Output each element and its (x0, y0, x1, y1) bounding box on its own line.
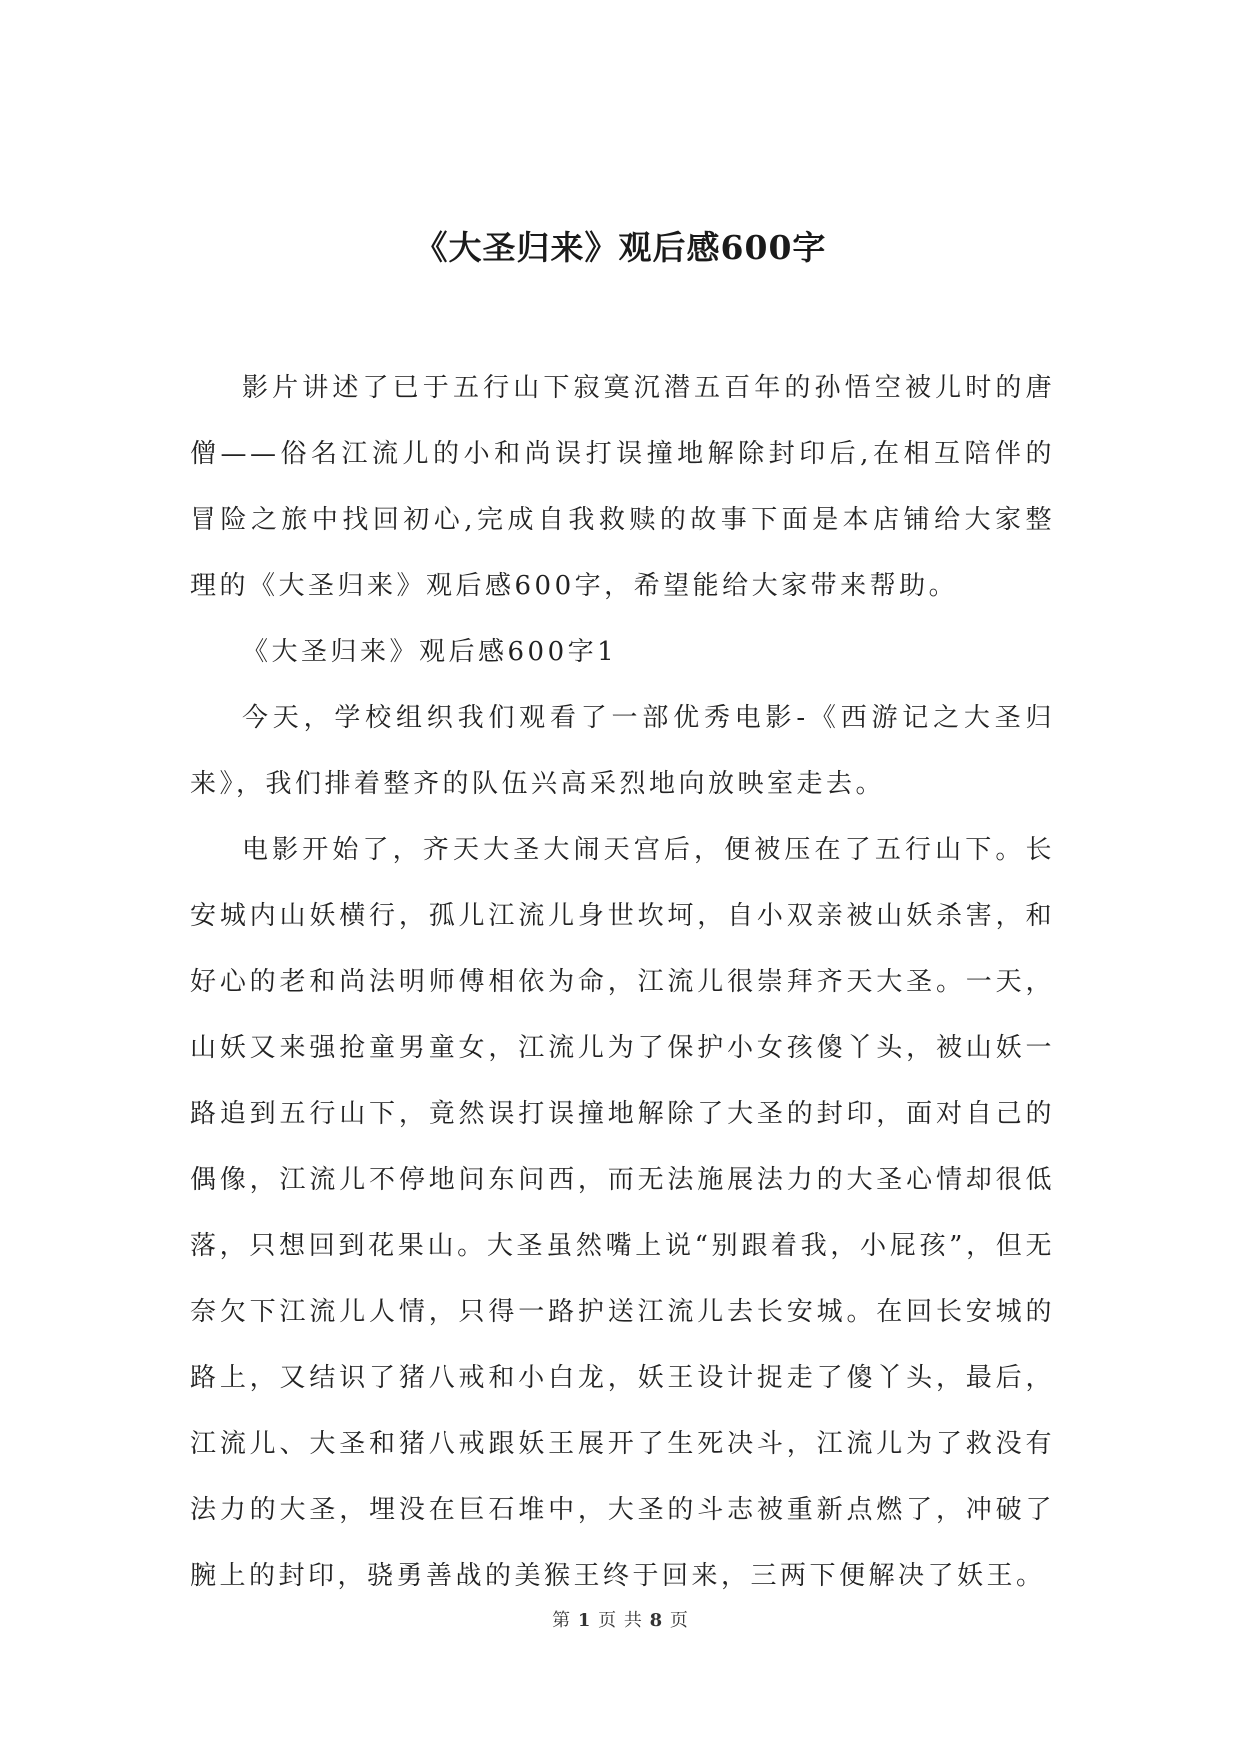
document-title: 《大圣归来》观后感600字 (414, 228, 827, 267)
footer-total-pages: 8 (649, 1610, 664, 1631)
footer-suffix: 页 (669, 1610, 689, 1631)
document-body (190, 355, 1055, 1609)
footer-page-number: 1 (577, 1610, 592, 1631)
footer-prefix: 第 (552, 1610, 572, 1631)
paragraph-intro: 影片讲述了已于五行山下寂寞沉潜五百年的孙悟空被儿时的唐僧——俗名江流儿的小和尚误打误撞地解除封印后,在相互陪伴的冒险之旅中找回初心,完成自我救赎的故事下面是本店铺给大家整理的《大圣归来》观后感600字，希望能给大家带来帮助。 (190, 373, 1055, 601)
section-heading: 《大圣归来》观后感600字1 (242, 637, 618, 667)
footer-middle: 页 共 (598, 1610, 643, 1631)
page-footer (0, 1606, 1241, 1632)
paragraph-opening: 今天，学校组织我们观看了一部优秀电影-《西游记之大圣归来》，我们排着整齐的队伍兴高采烈地向放映室走去。 (190, 703, 1055, 799)
paragraph-story: 电影开始了，齐天大圣大闹天宫后，便被压在了五行山下。长安城内山妖横行，孤儿江流儿身世坎坷，自小双亲被山妖杀害，和好心的老和尚法明师傅相依为命，江流儿很崇拜齐天大圣。一天，山妖又来强抢童男童女，江流儿为了保护小女孩傻丫头，被山妖一路追到五行山下，竟然误打误撞地解除了大圣的封印，面对自己的偶像，江流儿不停地问东问西，而无法施展法力的大圣心情却很低落，只想回到花果山。大圣虽然嘴上说“别跟着我，小屁孩”，但无奈欠下江流儿人情，只得一路护送江流儿去长安城。在回长安城的路上，又结识了猪八戒和小白龙，妖王设计捉走了傻丫头，最后，江流儿、大圣和猪八戒跟妖王展开了生死决斗，江流儿为了救没有法力的大圣，埋没在巨石堆中，大圣的斗志被重新点燃了，冲破了腕上的封印，骁勇善战的美猴王终于回来，三两下便解决了妖王。 (190, 835, 1055, 1591)
